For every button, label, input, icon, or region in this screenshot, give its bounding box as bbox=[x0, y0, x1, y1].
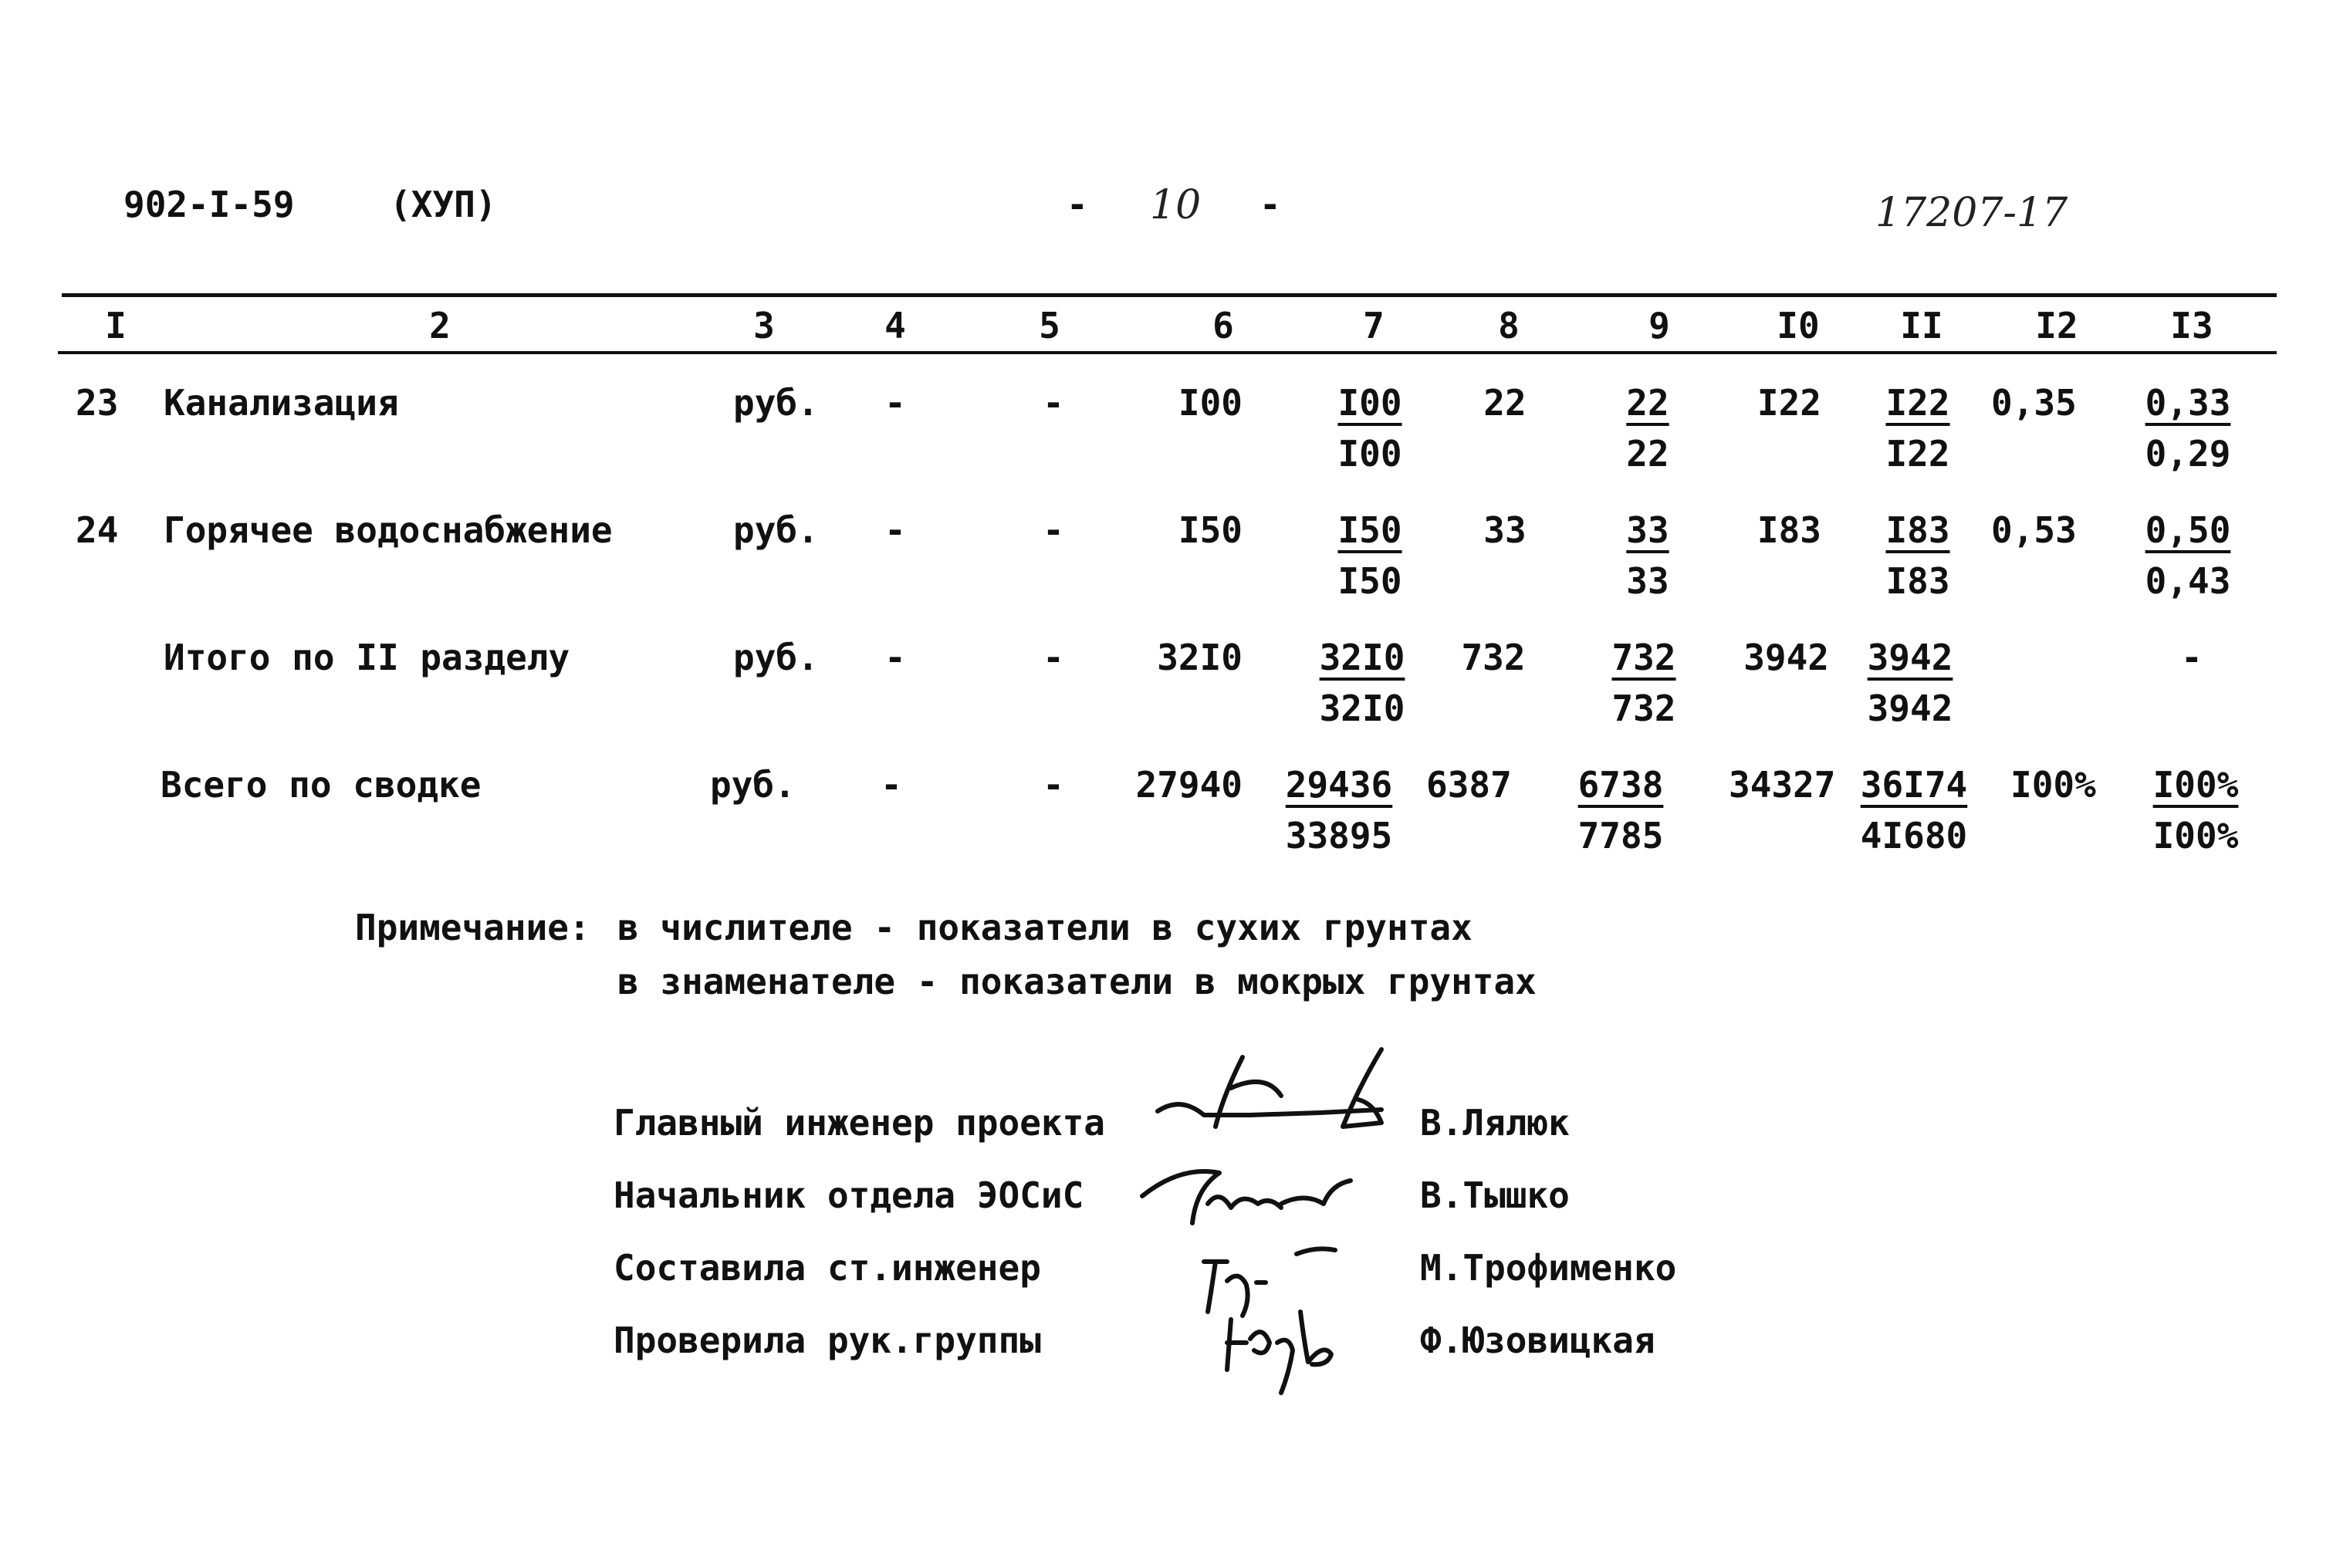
column-header: I2 bbox=[2035, 305, 2078, 346]
column-header: 2 bbox=[429, 305, 451, 346]
row-name: Итого по II разделу bbox=[164, 637, 570, 678]
cell-col12: I00% bbox=[2010, 764, 2096, 806]
numerator: I22 bbox=[1885, 382, 1950, 424]
cell-col10: 3942 bbox=[1743, 637, 1829, 678]
column-header: 5 bbox=[1039, 305, 1060, 346]
signatory-title: Главный инженер проекта bbox=[614, 1102, 1105, 1144]
column-header: I3 bbox=[2170, 305, 2213, 346]
signatory-title: Проверила рук.группы bbox=[614, 1320, 1041, 1361]
cell-col9-fraction bbox=[1598, 382, 1698, 475]
handwritten-signature bbox=[1150, 1042, 1397, 1150]
table-top-rule bbox=[62, 293, 2277, 297]
column-header: 6 bbox=[1212, 305, 1234, 346]
numerator: I83 bbox=[1885, 509, 1950, 551]
column-header: 8 bbox=[1498, 305, 1520, 346]
signatory-name: В.Тышко bbox=[1420, 1174, 1570, 1216]
cell-col9-fraction bbox=[1567, 764, 1675, 857]
row-name: Канализация bbox=[164, 382, 399, 424]
handwritten-signature bbox=[1216, 1296, 1354, 1397]
signatory-title: Начальник отдела ЭОСиС bbox=[614, 1174, 1084, 1216]
denominator: 22 bbox=[1626, 433, 1669, 475]
denominator: I83 bbox=[1885, 560, 1950, 602]
cell-col10: I22 bbox=[1757, 382, 1821, 424]
numerator: I00% bbox=[2152, 764, 2239, 806]
row-unit: руб. bbox=[733, 382, 819, 424]
cell-col4: - bbox=[881, 764, 902, 806]
numerator: 32I0 bbox=[1319, 637, 1405, 678]
denominator: 4I680 bbox=[1860, 815, 1968, 857]
document-code: 902-I-59 bbox=[123, 184, 295, 225]
column-header: I0 bbox=[1777, 305, 1820, 346]
table-header-rule bbox=[58, 351, 2277, 354]
numerator: 36I74 bbox=[1860, 764, 1968, 806]
cell-col5: - bbox=[1043, 382, 1064, 424]
signatory-name: В.Лялюк bbox=[1420, 1102, 1570, 1144]
cell-col8: 22 bbox=[1483, 382, 1527, 424]
cell-col7-fraction bbox=[1304, 637, 1420, 729]
column-header: 7 bbox=[1363, 305, 1385, 346]
cell-col4: - bbox=[884, 382, 906, 424]
numerator: 3942 bbox=[1867, 637, 1953, 678]
cell-col4: - bbox=[884, 509, 906, 551]
cell-col9-fraction bbox=[1590, 637, 1698, 729]
cell-col8: 6387 bbox=[1426, 764, 1512, 806]
note-line-1: в числителе - показатели в сухих грунтах bbox=[617, 907, 1472, 948]
note-label: Примечание: bbox=[355, 907, 590, 948]
row-name: Горячее водоснабжение bbox=[164, 509, 613, 551]
denominator: 33895 bbox=[1285, 815, 1393, 857]
denominator: I00 bbox=[1337, 433, 1402, 475]
numerator: I50 bbox=[1337, 509, 1402, 551]
row-unit: руб. bbox=[733, 509, 819, 551]
cell-col12: 0,35 bbox=[1991, 382, 2077, 424]
column-header: 4 bbox=[884, 305, 906, 346]
cell-col5: - bbox=[1043, 509, 1064, 551]
cell-col6: 27940 bbox=[1135, 764, 1243, 806]
denominator: 33 bbox=[1626, 560, 1669, 602]
denominator: 7785 bbox=[1577, 815, 1664, 857]
numerator: I00 bbox=[1337, 382, 1402, 424]
denominator: I50 bbox=[1337, 560, 1402, 602]
signatory-title: Составила ст.инженер bbox=[614, 1247, 1041, 1289]
cell-col12: 0,53 bbox=[1991, 509, 2077, 551]
note-line-2: в знаменателе - показатели в мокрых грунтах bbox=[617, 961, 1537, 1002]
signatory-name: М.Трофименко bbox=[1420, 1247, 1677, 1289]
numerator: 29436 bbox=[1285, 764, 1393, 806]
denominator: I00% bbox=[2152, 815, 2239, 857]
numerator: 33 bbox=[1626, 509, 1669, 551]
denominator: 0,43 bbox=[2145, 560, 2231, 602]
cell-col13-fraction bbox=[2138, 764, 2254, 857]
numerator: 6738 bbox=[1577, 764, 1664, 806]
column-header: 3 bbox=[753, 305, 775, 346]
cell-col6: I00 bbox=[1178, 382, 1243, 424]
row-number: 24 bbox=[76, 509, 119, 551]
cell-col10: 34327 bbox=[1729, 764, 1836, 806]
cell-col9-fraction bbox=[1598, 509, 1698, 602]
cell-col4: - bbox=[884, 637, 906, 678]
column-header: 9 bbox=[1648, 305, 1670, 346]
page-number: 10 bbox=[1150, 182, 1202, 228]
denominator: 32I0 bbox=[1319, 688, 1405, 729]
row-unit: руб. bbox=[733, 637, 819, 678]
cell-col6: I50 bbox=[1178, 509, 1243, 551]
numerator: 0,33 bbox=[2145, 382, 2231, 424]
denominator: 3942 bbox=[1867, 688, 1953, 729]
cell-col7-fraction bbox=[1312, 382, 1428, 475]
cell-col8: 33 bbox=[1483, 509, 1527, 551]
cell-col7-fraction bbox=[1312, 509, 1428, 602]
column-header: II bbox=[1900, 305, 1943, 346]
row-number: 23 bbox=[76, 382, 119, 424]
cell-col5: - bbox=[1043, 764, 1064, 806]
cell-col11-fraction bbox=[1848, 764, 1980, 857]
cell-col13: - bbox=[2181, 637, 2203, 678]
denominator: 732 bbox=[1611, 688, 1676, 729]
row-unit: руб. bbox=[710, 764, 796, 806]
cell-col11-fraction bbox=[1860, 509, 1976, 602]
denominator: I22 bbox=[1885, 433, 1950, 475]
numerator: 732 bbox=[1611, 637, 1676, 678]
sheet-reference: 17207-17 bbox=[1875, 190, 2068, 236]
numerator: 22 bbox=[1626, 382, 1669, 424]
series-code: (ХУП) bbox=[390, 184, 497, 225]
page-dash-left: - bbox=[1067, 184, 1088, 225]
cell-col10: I83 bbox=[1757, 509, 1821, 551]
handwritten-signature bbox=[1134, 1150, 1358, 1235]
row-name: Всего по сводке bbox=[161, 764, 482, 806]
cell-col7-fraction bbox=[1270, 764, 1408, 857]
cell-col8: 732 bbox=[1461, 637, 1526, 678]
column-header: I bbox=[105, 305, 127, 346]
cell-col13-fraction bbox=[2130, 509, 2246, 602]
numerator: 0,50 bbox=[2145, 509, 2231, 551]
cell-col6: 32I0 bbox=[1157, 637, 1243, 678]
page-dash-right: - bbox=[1259, 184, 1281, 225]
cell-col11-fraction bbox=[1852, 637, 1968, 729]
denominator: 0,29 bbox=[2145, 433, 2231, 475]
signatory-name: Ф.Юзовицкая bbox=[1420, 1320, 1655, 1361]
cell-col5: - bbox=[1043, 637, 1064, 678]
cell-col11-fraction bbox=[1860, 382, 1976, 475]
cell-col13-fraction bbox=[2130, 382, 2246, 475]
